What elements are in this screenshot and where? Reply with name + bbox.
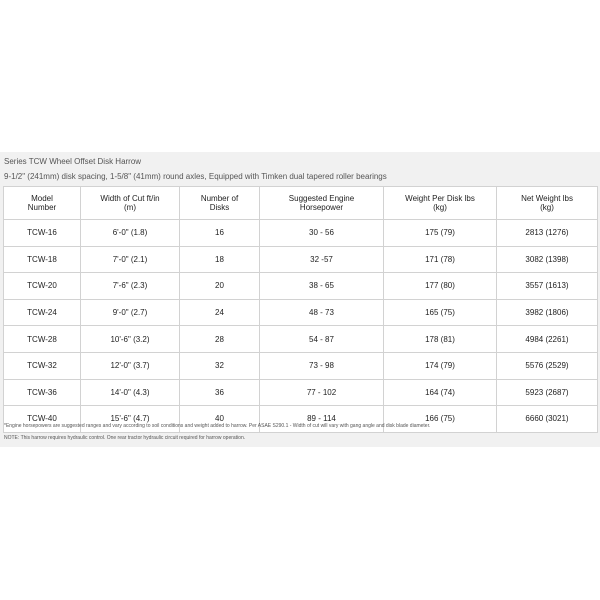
cell-weight-per-disk: 175 (79) xyxy=(384,220,497,247)
footnote-hydraulic-note: NOTE: This harrow requires hydraulic control. One rear tractor hydraulic circuit required for harrow operation. xyxy=(4,435,246,441)
cell-width: 7'-0" (2.1) xyxy=(81,246,180,273)
cell-horsepower: 73 - 98 xyxy=(260,352,384,379)
table-row xyxy=(4,352,598,379)
cell-horsepower: 30 - 56 xyxy=(260,220,384,247)
cell-disks: 20 xyxy=(180,273,260,300)
cell-disks: 36 xyxy=(180,379,260,406)
cell-disks: 40 xyxy=(180,406,260,433)
cell-horsepower: 48 - 73 xyxy=(260,299,384,326)
cell-weight-per-disk: 166 (75) xyxy=(384,406,497,433)
cell-horsepower: 54 - 87 xyxy=(260,326,384,353)
cell-model: TCW-36 xyxy=(4,379,81,406)
spec-table xyxy=(3,186,598,433)
cell-weight-per-disk: 164 (74) xyxy=(384,379,497,406)
cell-net-weight: 2813 (1276) xyxy=(497,220,598,247)
cell-model: TCW-32 xyxy=(4,352,81,379)
table-row xyxy=(4,326,598,353)
cell-model: TCW-20 xyxy=(4,273,81,300)
header-model: Model Number xyxy=(4,187,81,220)
table-title: Series TCW Wheel Offset Disk Harrow xyxy=(4,157,142,166)
cell-width: 15'-6" (4.7) xyxy=(81,406,180,433)
table-row xyxy=(4,246,598,273)
cell-horsepower: 77 - 102 xyxy=(260,379,384,406)
cell-width: 9'-0" (2.7) xyxy=(81,299,180,326)
cell-disks: 16 xyxy=(180,220,260,247)
cell-net-weight: 4984 (2261) xyxy=(497,326,598,353)
cell-disks: 24 xyxy=(180,299,260,326)
cell-model: TCW-18 xyxy=(4,246,81,273)
header-net-weight: Net Weight lbs (kg) xyxy=(497,187,598,220)
cell-horsepower: 38 - 65 xyxy=(260,273,384,300)
cell-net-weight: 3082 (1398) xyxy=(497,246,598,273)
header-weight-per-disk: Weight Per Disk lbs (kg) xyxy=(384,187,497,220)
header-width-of-cut: Width of Cut ft/in (m) xyxy=(81,187,180,220)
cell-model: TCW-28 xyxy=(4,326,81,353)
cell-net-weight: 3982 (1806) xyxy=(497,299,598,326)
cell-net-weight: 6660 (3021) xyxy=(497,406,598,433)
cell-weight-per-disk: 171 (78) xyxy=(384,246,497,273)
cell-model: TCW-24 xyxy=(4,299,81,326)
header-suggested-horsepower: Suggested Engine Horsepower xyxy=(260,187,384,220)
footnote-engine-horsepower: *Engine horsepowers are suggested ranges and vary according to soil conditions and weight added to harrow. Per ASAE S290.1 - Width of cut will vary with gang angle and disk blade diameter. xyxy=(4,423,431,429)
cell-weight-per-disk: 174 (79) xyxy=(384,352,497,379)
cell-weight-per-disk: 165 (75) xyxy=(384,299,497,326)
cell-disks: 18 xyxy=(180,246,260,273)
cell-horsepower: 32 -57 xyxy=(260,246,384,273)
cell-weight-per-disk: 178 (81) xyxy=(384,326,497,353)
cell-width: 6'-0" (1.8) xyxy=(81,220,180,247)
header-row xyxy=(4,187,598,220)
cell-disks: 28 xyxy=(180,326,260,353)
table-row xyxy=(4,379,598,406)
cell-net-weight: 3557 (1613) xyxy=(497,273,598,300)
cell-width: 14'-0" (4.3) xyxy=(81,379,180,406)
table-row xyxy=(4,273,598,300)
table-row xyxy=(4,220,598,247)
table-subtitle: 9-1/2" (241mm) disk spacing, 1-5/8" (41mm) round axles, Equipped with Timken dual tapered roller bearings xyxy=(4,172,387,181)
cell-width: 10'-6" (3.2) xyxy=(81,326,180,353)
cell-model: TCW-16 xyxy=(4,220,81,247)
spec-panel xyxy=(0,152,600,447)
cell-disks: 32 xyxy=(180,352,260,379)
cell-horsepower: 89 - 114 xyxy=(260,406,384,433)
table-row xyxy=(4,299,598,326)
header-number-of-disks: Number of Disks xyxy=(180,187,260,220)
cell-weight-per-disk: 177 (80) xyxy=(384,273,497,300)
cell-net-weight: 5576 (2529) xyxy=(497,352,598,379)
cell-model: TCW-40 xyxy=(4,406,81,433)
cell-width: 7'-6" (2.3) xyxy=(81,273,180,300)
cell-net-weight: 5923 (2687) xyxy=(497,379,598,406)
cell-width: 12'-0" (3.7) xyxy=(81,352,180,379)
